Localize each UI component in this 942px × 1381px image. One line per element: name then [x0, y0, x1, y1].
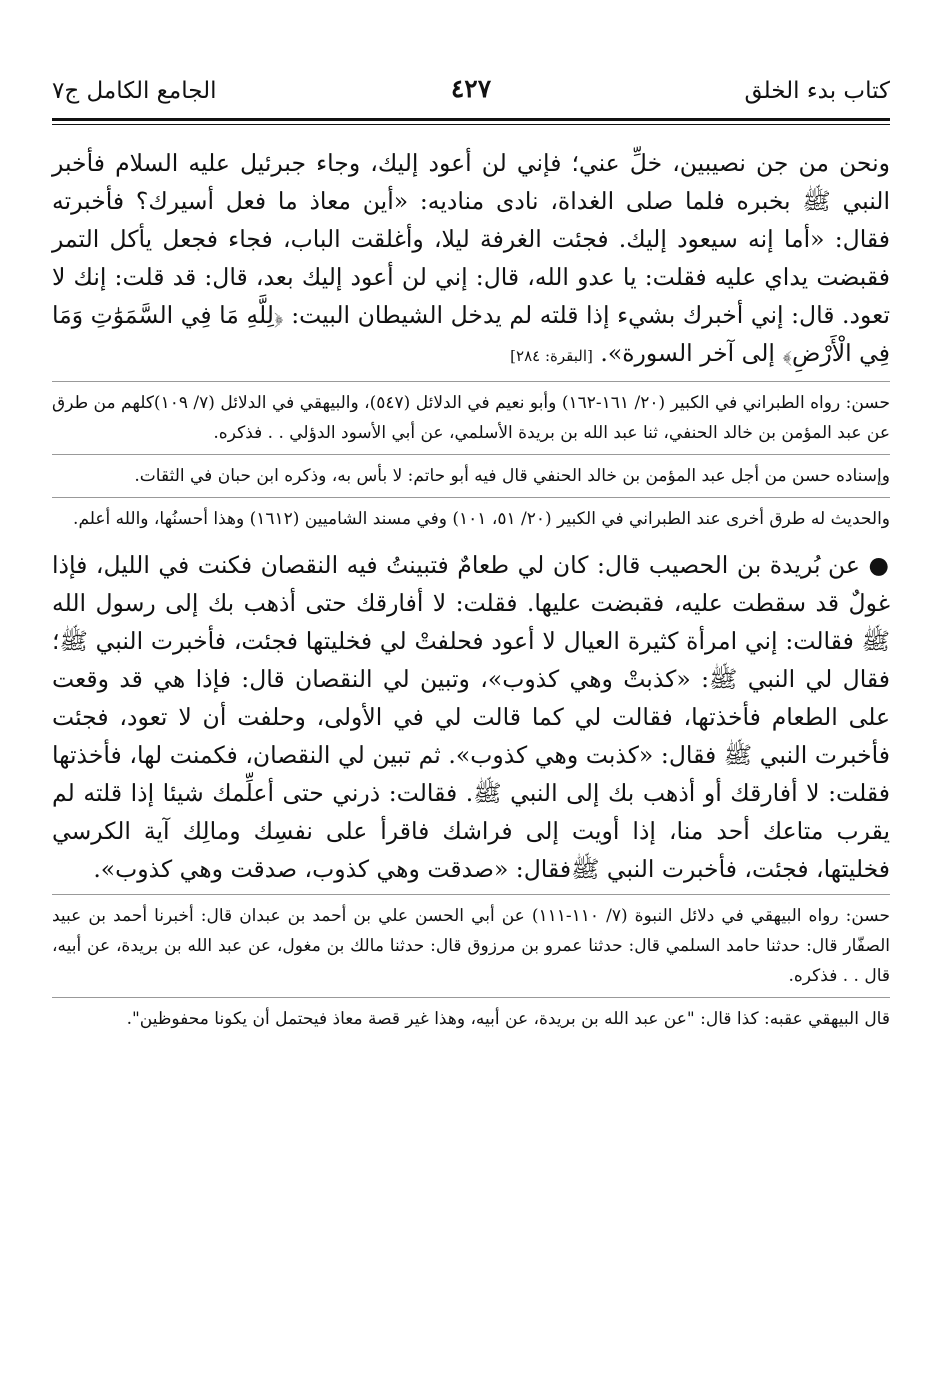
page-number: ٤٢٧	[450, 74, 492, 103]
hadith-text-continued	[52, 144, 890, 375]
hadith-buraydah-text: عن بُريدة بن الحصيب قال: كان لي طعامٌ فتبينتُ فيه النقصان فكنت في الليل، فإذا غولٌ قد سقطت عليه، فقبضت عليها. فقلت: لا أفارقك حتى أذهب بك إلى رسول الله ﷺ فقالت: إني امرأة كثيرة العيال لا أعود فحلفتْ لي فخليتها فجئت، فأخبرت النبي ﷺ؛ فقال لي النبي ﷺ: «كذبتْ وهي كذوب»، وتبين لي النقصان قال: فإذا هي قد وقعت على الطعام فأخذتها، فقالت لي كما قالت لي في الأولى، وحلفت أن لا تعود، فجئت فأخبرت النبي ﷺ فقال: «كذبت وهي كذوب». ثم تبين لي النقصان، فكمنت لها، فأخذتها فقلت: لا أفارقك أو أذهب بك إلى النبي ﷺ. فقالت: ذرني حتى أعلِّمك شيئا إذا قلته لم يقرب متاعك أحد منا، إذا أويت إلى فراشك فاقرأ على نفسِك ومالِك آية الكرسي فخليتها، فجئت، فأخبرت النبي ﷺفقال: «صدقت وهي كذوب، صدقت وهي كذوب».	[52, 551, 890, 883]
quran-reference: [البقرة: ٢٨٤]	[510, 347, 593, 365]
takhrij-note: حسن: رواه الطبراني في الكبير (٢٠/ ١٦١-١٦٢) وأبو نعيم في الدلائل (٥٤٧)، والبيهقي في الدلائل (٧/ ١٠٩)كلهم من طرق عن عبد المؤمن بن خالد الحنفي، ثنا عبد الله بن بريدة الأسلمي، عن أبي الأسود الدؤلي . . فذكره.	[52, 381, 890, 454]
header-rule-thick	[52, 118, 890, 121]
book-section-title: كتاب بدء الخلق	[744, 78, 890, 104]
page-content	[52, 144, 890, 1040]
additional-routes-note: والحديث له طرق أخرى عند الطبراني في الكبير (٢٠/ ٥١، ١٠١) وفي مسند الشاميين (١٦١٢) وهذا أحسنُها، والله أعلم.	[52, 497, 890, 540]
page-header	[52, 74, 890, 118]
isnad-note: وإسناده حسن من أجل عبد المؤمن بن خالد الحنفي قال فيه أبو حاتم: لا بأس به، وذكره ابن حبان في الثقات.	[52, 454, 890, 497]
bullet-marker: ●	[868, 551, 890, 579]
hadith-text: ونحن من جن نصيبين، خلِّ عني؛ فإني لن أعود إليك، وجاء جبرئيل عليه السلام فأخبر النبي ﷺ بخبره فلما صلى الغداة، نادى مناديه: «أين معاذ ما فعل أسيرك؟ فأخبرته فقال: «أما إنه سيعود إليك. فجئت الغرفة ليلا، وأغلقت الباب، فجاء فجعل يأكل التمر فقبضت يداي عليه فقلت: يا عدو الله، قال: إني لن أعود إليك بعد، قال: قد قلت: إنك لا تعود. قال: إني أخبرك بشيء إذا قلته لم يدخل الشيطان البيت: ﴿لِلَّهِ مَا فِي السَّمَوَٰتِ وَمَا فِي الْأَرْضِ﴾ إلى آخر السورة».	[52, 149, 890, 367]
hadith-buraydah	[52, 546, 890, 888]
volume-title: الجامع الكامل ج٧	[52, 78, 217, 104]
header-rule-thin	[52, 124, 890, 125]
bayhaqi-comment-note: قال البيهقي عقبه: كذا قال: "عن عبد الله بن بريدة، عن أبيه، وهذا غير قصة معاذ فيحتمل أن يكونا محفوظين".	[52, 997, 890, 1040]
takhrij-note-2: حسن: رواه البيهقي في دلائل النبوة (٧/ ١١٠-١١١) عن أبي الحسن علي بن أحمد بن عبدان قال: أخبرنا أحمد بن عبيد الصفّار قال: حدثنا حامد السلمي قال: حدثنا عمرو بن مرزوق قال: حدثنا مالك بن مغول، عن عبد الله بن بريدة، عن أبيه، قال . . فذكره.	[52, 894, 890, 997]
